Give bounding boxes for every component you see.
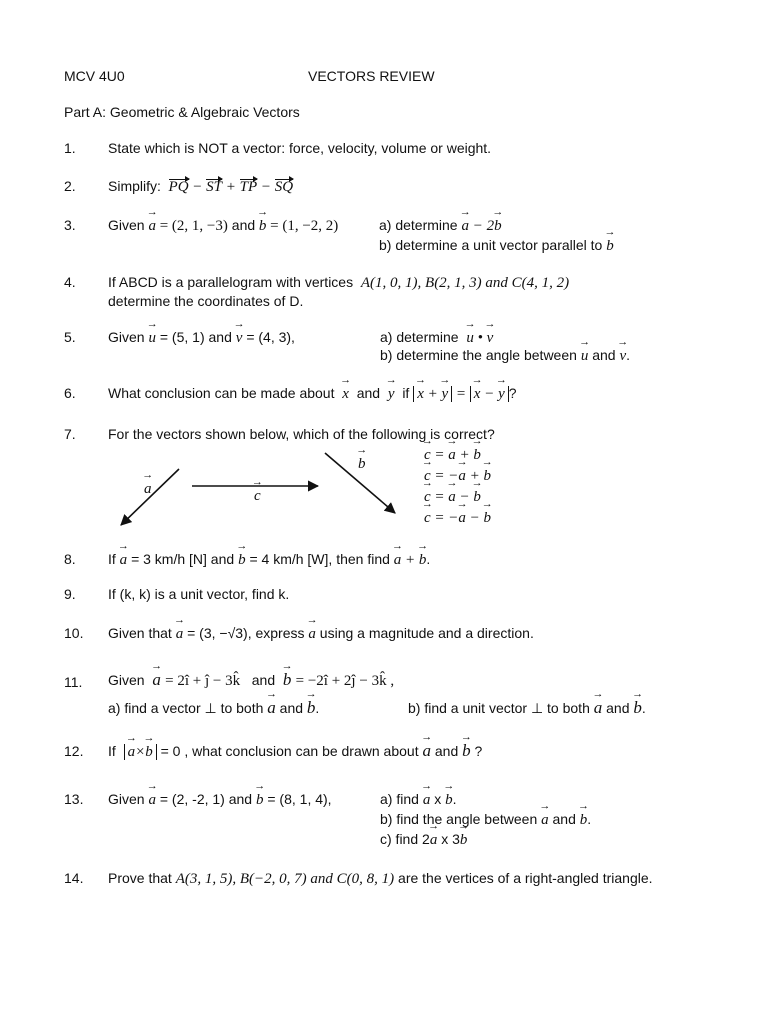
q14-number: 14. — [64, 870, 84, 886]
q3-text: Given → a = (2, 1, −3) and → b = (1, −2, 2) — [108, 216, 338, 235]
label-a: → a — [144, 480, 152, 498]
q9-text: If (k, k) is a unit vector, find k. — [108, 586, 290, 602]
q14-text: Prove that A(3, 1, 5), B(−2, 0, 7) and C(0, 8, 1) are the vertices of a right-angled triangle. — [108, 870, 653, 887]
q7-option-4: → c = −→ a − → b — [424, 509, 491, 527]
q3-number: 3. — [64, 217, 76, 233]
q5-number: 5. — [64, 329, 76, 345]
q13-part-a: a) find → a x → b. — [380, 790, 456, 809]
q7-option-3: → c = → a − → b — [424, 488, 481, 506]
q5-part-b: b) determine the angle between → u and → v. — [380, 346, 630, 365]
q5-part-a: a) determine → u • → v — [380, 328, 493, 347]
q4-number: 4. — [64, 274, 76, 290]
q11-number: 11. — [64, 674, 83, 690]
q3-part-a: a) determine → a − 2→ b — [379, 216, 502, 235]
q3-part-b: b) determine a unit vector parallel to → b — [379, 236, 614, 255]
q6-number: 6. — [64, 385, 76, 401]
vector-pq: PQ — [168, 179, 189, 195]
q5-text: Given → u = (5, 1) and → v = (4, 3), — [108, 328, 295, 347]
q7-option-1: → c = → a + → b — [424, 446, 481, 464]
q4-line-2: determine the coordinates of D. — [108, 293, 304, 309]
q8-number: 8. — [64, 551, 76, 567]
q2-text: Simplify: PQ − ST + TP − SQ — [108, 178, 294, 195]
q11-text: Given → a = 2î + ĵ − 3k̂ and → b = −2î + 2ĵ − 3k̂ , — [108, 671, 394, 690]
label-c: → c — [254, 487, 261, 505]
q11-part-b: b) find a unit vector ⊥ to both → a and → b. — [408, 699, 646, 717]
q9-number: 9. — [64, 586, 76, 602]
vector-sq: SQ — [274, 179, 294, 195]
q11-part-a: a) find a vector ⊥ to both → a and → b. — [108, 699, 319, 717]
q2-label: Simplify: — [108, 178, 161, 194]
q13-part-c: c) find 2→ a x 3→ b — [380, 830, 467, 849]
q10-text: Given that → a = (3, −√3), express → a using a magnitude and a direction. — [108, 624, 534, 643]
q1-number: 1. — [64, 140, 76, 156]
q13-text: Given → a = (2, -2, 1) and → b = (8, 1, 4), — [108, 790, 332, 809]
vector-tp: TP — [239, 179, 258, 195]
q2-number: 2. — [64, 178, 76, 194]
q1-text: State which is NOT a vector: force, velocity, volume or weight. — [108, 140, 492, 156]
q7-option-2: → c = −→ a + → b — [424, 467, 491, 485]
q12-text: If → a×→ b = 0 , what conclusion can be drawn about → a and → b ? — [108, 742, 482, 761]
q7-text: For the vectors shown below, which of the following is correct? — [108, 426, 495, 442]
q8-text: If → a = 3 km/h [N] and → b = 4 km/h [W], then find → a + → b. — [108, 550, 430, 569]
label-b: → b — [358, 455, 366, 473]
q12-number: 12. — [64, 743, 84, 759]
vector-st: ST — [206, 179, 223, 195]
q13-part-b: b) find the angle between → a and → b. — [380, 810, 591, 829]
q4-line-1: If ABCD is a parallelogram with vertices A(1, 0, 1), B(2, 1, 3) and C(4, 1, 2) — [108, 274, 570, 291]
page-title: VECTORS REVIEW — [308, 68, 435, 84]
section-title: Part A: Geometric & Algebraic Vectors — [64, 104, 300, 120]
course-code: MCV 4U0 — [64, 68, 125, 84]
q6-text: What conclusion can be made about → x and → y if → x + → y = → x − → y ? — [108, 384, 517, 403]
q13-number: 13. — [64, 791, 84, 807]
q10-number: 10. — [64, 625, 84, 641]
q7-number: 7. — [64, 426, 76, 442]
